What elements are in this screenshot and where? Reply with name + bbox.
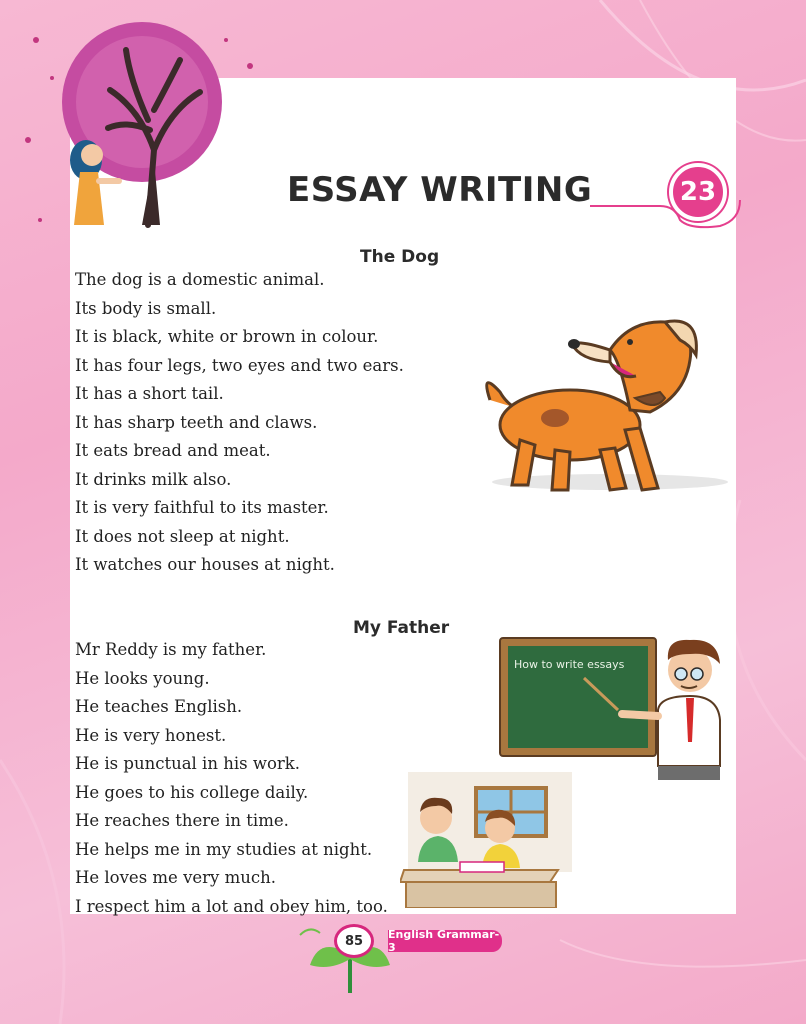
essay-line: It has four legs, two eyes and two ears.: [75, 355, 404, 375]
essay-line: The dog is a domestic animal.: [75, 270, 325, 289]
dog-illustration: [460, 300, 732, 508]
essay-line: He helps me in my studies at night.: [75, 839, 373, 859]
page-title: ESSAY WRITING: [287, 170, 593, 210]
children-studying-illustration: [400, 772, 572, 908]
essay-heading-father: My Father: [353, 618, 450, 638]
essay-heading-dog: The Dog: [360, 247, 440, 267]
teacher-illustration: [498, 630, 734, 782]
essay-line: He loves me very much.: [75, 868, 276, 887]
essay-line: I respect him a lot and obey him, too.: [75, 896, 388, 916]
essay-line: Mr Reddy is my father.: [75, 640, 267, 659]
essay-line: It drinks milk also.: [75, 469, 232, 489]
essay-line: It does not sleep at night.: [75, 526, 290, 546]
chapter-number-badge: 23: [669, 163, 727, 221]
essay-line: It eats bread and meat.: [75, 441, 271, 460]
sprout-icon: [290, 915, 520, 995]
essay-line: He looks young.: [75, 668, 210, 688]
book-title-label: English Grammar-3: [388, 930, 502, 952]
essay-line: He teaches English.: [75, 697, 243, 716]
essay-line: It is very faithful to its master.: [75, 498, 329, 517]
essay-line: He goes to his college daily.: [75, 782, 309, 802]
essay-dog-lines: [75, 266, 404, 580]
tree-illustration: [30, 10, 230, 235]
essay-line: He reaches there in time.: [75, 811, 289, 830]
essay-father-lines: [75, 636, 388, 921]
essay-line: He is very honest.: [75, 725, 227, 745]
essay-line: It has a short tail.: [75, 384, 224, 403]
essay-line: He is punctual in his work.: [75, 754, 301, 773]
page-number: 85: [334, 924, 374, 958]
blackboard-text: How to write essays: [514, 658, 625, 671]
essay-line: Its body is small.: [75, 298, 217, 318]
essay-line: It has sharp teeth and claws.: [75, 412, 318, 432]
essay-line: It watches our houses at night.: [75, 555, 335, 574]
essay-line: It is black, white or brown in colour.: [75, 327, 379, 346]
